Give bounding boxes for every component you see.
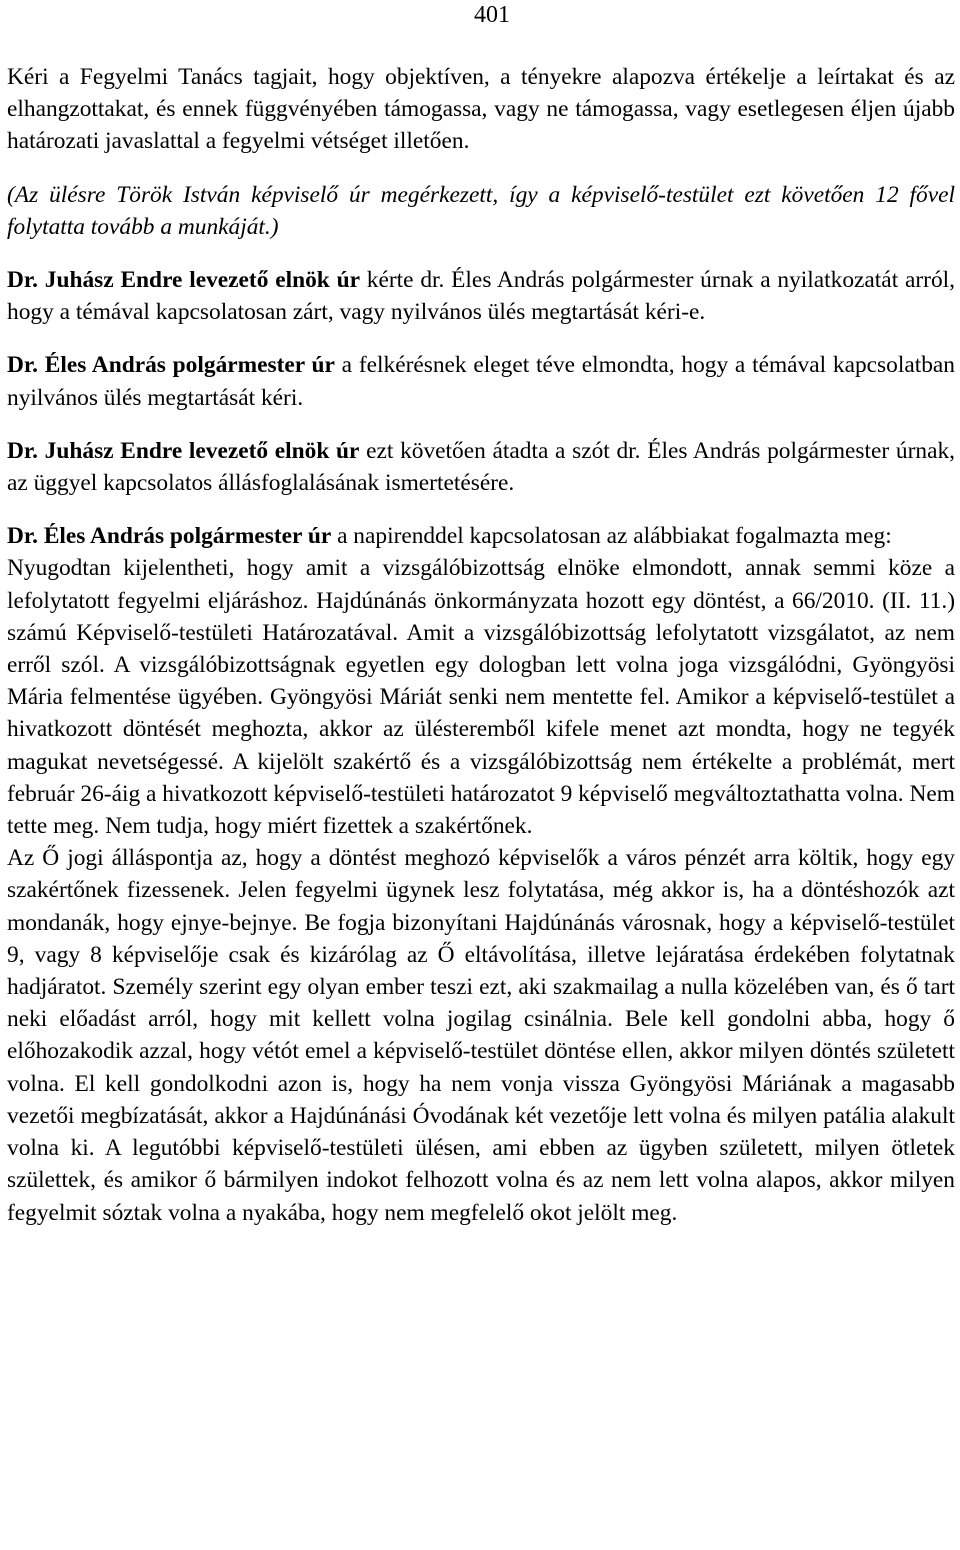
- speaker-name: Dr. Éles András polgármester úr: [7, 352, 335, 379]
- paragraph-mayor-reply: [7, 349, 955, 413]
- speaker-name: Dr. Juhász Endre levezető elnök úr: [7, 267, 360, 294]
- paragraph-mayor-statement-intro: [7, 520, 955, 552]
- page-number: 401: [474, 2, 510, 28]
- document-body: [7, 61, 955, 1229]
- speaker-name: Dr. Juhász Endre levezető elnök úr: [7, 437, 360, 464]
- paragraph-mayor-statement-2: Az Ő jogi álláspontja az, hogy a döntést meghozó képviselők a város pénzét arra költik, hogy egy szakértőnek fizessenek. Jelen fegyelmi ügynek lesz folytatása, még akkor is, ha a döntéshozók azt mondanák, hogy ejnye-bejnye. Be fogja bizonyítani Hajdúnánás városnak, hogy a képviselő-testület 9, vagy 8 képviselője csak és kizárólag az Ő eltávolítása, illetve lejáratása érdekében folytatnak hadjáratot. Személy szerint egy olyan ember teszi ezt, aki szakmailag a nulla közelében van, és ő tart neki előadást arról, hogy mit kellett volna jogilag csinálnia. Bele kell gondolni abba, hogy ő előhozakodik azzal, hogy vétót emel a képviselő-testület döntése ellen, akkor milyen döntés született volna. El kell gondolkodni azon is, hogy ha nem vonja vissza Gyöngyösi Máriának a magasabb vezetői megbízatását, akkor a Hajdúnánási Óvodának két vezetője lett volna és milyen patália alakult volna ki. A legutóbbi képviselő-testületi ülésen, ami ebben az ügyben született, milyen ötletek születtek, és amikor ő bármilyen indokot felhozott volna és az nem lett volna alapos, akkor milyen fegyelmit sóztak volna a nyakába, hogy nem megfelelő okot jelölt meg.: [7, 845, 955, 1226]
- paragraph-arrival-note: (Az ülésre Török István képviselő úr megérkezett, így a képviselő-testület ezt követően 12 fővel folytatta tovább a munkáját.): [7, 181, 955, 240]
- speaker-name: Dr. Éles András polgármester úr: [7, 523, 332, 550]
- paragraph-mayor-statement-1: Nyugodtan kijelentheti, hogy amit a vizsgálóbizottság elnöke elmondott, annak semmi köze a lefolytatott fegyelmi eljáráshoz. Hajdúnánás önkormányzata hozott egy döntést, a 66/2010. (II. 11.) számú Képviselő-testületi Határozatával. Amit a vizsgálóbizottság lefolytatott vizsgálatot, az nem erről szól. A vizsgálóbizottságnak egyetlen egy dologban lett volna joga vizsgálódni, Gyöngyösi Mária felmentése ügyében. Gyöngyösi Máriát senki nem mentette fel. Amikor a képviselő-testület a hivatkozott döntését meghozta, akkor az ülésteremből kifele menet azt mondta, hogy ne tegyék magukat nevetségessé. A kijelölt szakértő és a vizsgálóbizottság nem értékelte a problémát, mert február 26-áig a hivatkozott képviselő-testületi határozatot 9 képviselő megváltoztathatta volna. Nem tette meg. Nem tudja, hogy miért fizettek a szakértőnek.: [7, 555, 955, 840]
- paragraph-text: a felkérésnek eleget téve elmondta, hogy a témával kapcsolatban nyilvános ülés megtartását kéri.: [7, 352, 955, 411]
- paragraph-chair-request: [7, 264, 955, 328]
- paragraph-request: Kéri a Fegyelmi Tanács tagjait, hogy objektíven, a tényekre alapozva értékelje a leírtakat és az elhangzottakat, és ennek függvényében támogassa, vagy ne támogassa, vagy esetlegesen éljen újabb határozati javaslattal a fegyelmi vétséget illetően.: [7, 64, 955, 155]
- paragraph-text: a napirenddel kapcsolatosan az alábbiakat fogalmazta meg:: [331, 523, 892, 550]
- paragraph-text: kérte dr. Éles András polgármester úrnak a nyilatkozatát arról, hogy a témával kapcsolatosan zárt, vagy nyilvános ülés megtartását kéri-e.: [7, 267, 955, 326]
- paragraph-chair-floor: [7, 435, 955, 499]
- paragraph-text: ezt követően átadta a szót dr. Éles András polgármester úrnak, az üggyel kapcsolatos állásfoglalásának ismertetésére.: [7, 437, 955, 497]
